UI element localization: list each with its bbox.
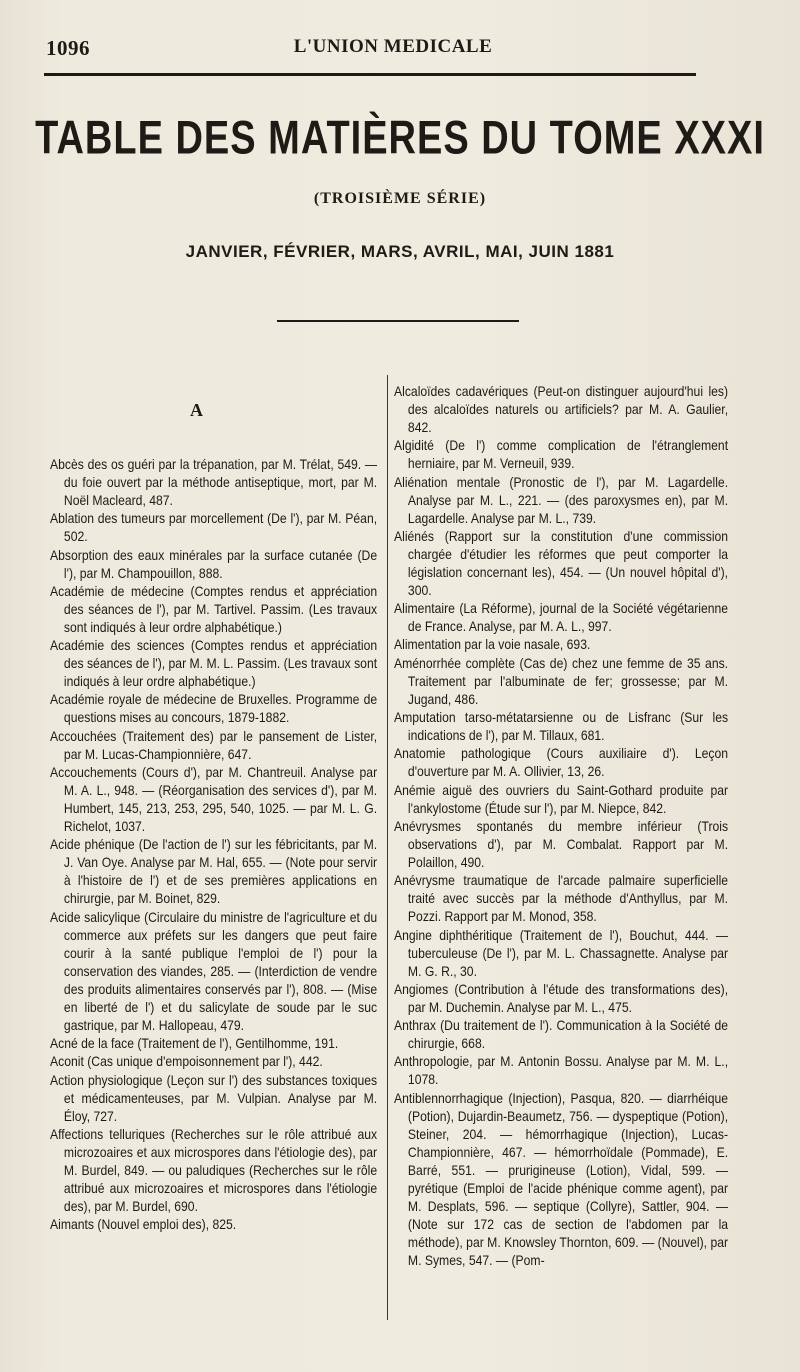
left-column: [50, 455, 377, 1233]
index-entry: Amputation tarso-métatarsienne ou de Lisfranc (Sur les indications de l'), par M. Tillaux, 681.: [394, 709, 729, 744]
index-entry: Anthropologie, par M. Antonin Bossu. Analyse par M. M. L., 1078.: [394, 1053, 729, 1088]
index-entry: Acné de la face (Traitement de l'), Gentilhomme, 191.: [50, 1034, 339, 1051]
index-entry: Angiomes (Contribution à l'étude des transformations des), par M. Duchemin. Analyse par M. L., 475.: [394, 980, 729, 1015]
header-rule: [44, 73, 696, 76]
index-entry: Académie de médecine (Comptes rendus et appréciation des séances de l'), par M. Tartivel. Passim. (Les travaux sont indiqués à leur ordre alphabétique.): [50, 582, 378, 635]
column-divider: [387, 375, 388, 1320]
table-title: TABLE DES MATIÈRES DU TOME XXXI: [35, 112, 765, 165]
index-entry: Abcès des os guéri par la trépanation, par M. Trélat, 549. — du foie ouvert par la méthode antiseptique, mort, par M. Noël Macleard, 487.: [50, 456, 378, 508]
index-entry: Anthrax (Du traitement de l'). Communication à la Société de chirurgie, 668.: [394, 1017, 729, 1052]
series-subtitle: (TROISIÈME SÉRIE): [313, 190, 487, 207]
index-entry: Angine diphthéritique (Traitement de l'), Bouchut, 444. — tuberculeuse (De l'), par M. L. Chassagnette. Analyse par M. G. R., 30.: [394, 926, 729, 979]
index-entry: Aliénation mentale (Pronostic de l'), par M. Lagardelle. Analyse par M. L., 221. — (des paroxysmes en), par M. Lagardelle. Analyse par M. L., 739.: [394, 473, 729, 526]
index-entry: Anévrysme traumatique de l'arcade palmaire superficielle traité avec succès par la méthode d'Anthyllus, par M. Pozzi. Rapport par M. Monod, 358.: [394, 872, 729, 925]
index-entry: Aconit (Cas unique d'empoisonnement par l'), 442.: [50, 1053, 323, 1070]
index-entry: Anévrysmes spontanés du membre inférieur (Trois observations d'), par M. Combalat. Rapport par M. Polaillon, 490.: [394, 817, 729, 870]
index-entry: Action physiologique (Leçon sur l') des substances toxiques et médicamenteuses, par M. Vulpian. Analyse par M. Éloy, 727.: [50, 1071, 378, 1124]
page-number: 1096: [46, 36, 90, 60]
index-entry: Accouchées (Traitement des) par le pansement de Lister, par M. Lucas-Championnière, 647.: [50, 727, 378, 762]
index-entry: Affections telluriques (Recherches sur le rôle attribué aux microzoaires et aux microspores dans l'étiologie des), par M. Burdel, 849. — ou paludiques (Recherches sur le rôle attribué aux microzoaires et microspores dans l'étiologie des), par M. Burdel, 690.: [50, 1125, 378, 1214]
right-column: [394, 382, 728, 1269]
running-head: [46, 36, 740, 64]
index-entry: Acide salicylique (Circulaire du ministre de l'agriculture et du commerce aux préfets sur les dangers que peut faire courir à la santé publique l'emploi de l') pour la conservation des viandes, 285. — (Interdiction de vendre des produits alimentaires conservés par l'), 808. — (Mise en liberté de l') et du salicylate de soude par le suc gastrique, par M. Hallopeau, 479.: [50, 908, 378, 1033]
index-entry: Académie des sciences (Comptes rendus et appréciation des séances de l'), par M. M. L. Passim. (Les travaux sont indiqués à leur ordre alphabétique.): [50, 637, 378, 690]
index-entry: Aliénés (Rapport sur la constitution d'une commission chargée d'étudier les réformes que peut comporter la législation concernant les), 454. — (Un nouvel hôpital d'), 300.: [394, 527, 729, 598]
journal-title: L'UNION MEDICALE: [293, 36, 493, 57]
index-entry: Acide phénique (De l'action de l') sur les fébricitants, par M. J. Van Oye. Analyse par M. Hal, 655. — (Note pour servir à l'histoire de l') et de ses premières applications en chirurgie, par M. Boinet, 829.: [50, 836, 378, 907]
index-entry: Aménorrhée complète (Cas de) chez une femme de 35 ans. Traitement par l'albuminate de fer; grossesse; par M. Jugand, 486.: [394, 654, 729, 707]
index-entry: Anatomie pathologique (Cours auxiliaire d'). Leçon d'ouverture par M. A. Ollivier, 13, 26.: [394, 745, 729, 780]
index-entry: Alimentation par la voie nasale, 693.: [394, 636, 591, 653]
index-entry: Anémie aiguë des ouvriers du Saint-Gothard produite par l'ankylostome (Étude sur l'), par M. Niepce, 842.: [394, 781, 729, 816]
index-entry: Académie royale de médecine de Bruxelles. Programme de questions mises au concours, 1879-1882.: [50, 691, 378, 726]
index-entry: Accouchements (Cours d'), par M. Chantreuil. Analyse par M. A. L., 948. — (Réorganisation des services d'), par M. Humbert, 145, 213, 253, 295, 540, 1025. — par M. L. G. Richelot, 1037.: [50, 764, 378, 835]
index-entry: Antiblennorrhagique (Injection), Pasqua, 820. — diarrhéique (Potion), Dujardin-Beaumetz, 756. — dyspeptique (Potion), Steiner, 204. — hémorrhagique (Injection), Lucas-Championnière, 467. — hémorrhoïdale (Pommade), E. Barré, 551. — prurigineuse (Lotion), Vidal, 599. — pyrétique (Emploi de l'acide phénique comme agent), par M. Desplats, 596. — septique (Collyre), Sattler, 904. — (Note sur 172 cas de section de l'abdomen par la méthode), par M. Knowsley Thornton, 609. — (Nouvel), par M. Symes, 547. — (Pom-: [394, 1089, 729, 1268]
title-rule: [277, 320, 519, 322]
index-entry: Absorption des eaux minérales par la surface cutanée (De l'), par M. Champouillon, 888.: [50, 546, 378, 581]
index-entry: Alcaloïdes cadavériques (Peut-on distinguer aujourd'hui les) des alcaloïdes naturels ou artificiels? par M. A. Gaulier, 842.: [394, 383, 729, 435]
section-letter: A: [190, 400, 203, 420]
index-entry: Aimants (Nouvel emploi des), 825.: [50, 1216, 237, 1233]
period-line: JANVIER, FÉVRIER, MARS, AVRIL, MAI, JUIN 1881: [185, 242, 615, 261]
index-entry: Ablation des tumeurs par morcellement (De l'), par M. Péan, 502.: [50, 510, 378, 545]
index-entry: Algidité (De l') comme complication de l'étranglement herniaire, par M. Verneuil, 939.: [394, 437, 729, 472]
index-entry: Alimentaire (La Réforme), journal de la Société végétarienne de France. Analyse, par M. A. L., 997.: [394, 600, 729, 635]
